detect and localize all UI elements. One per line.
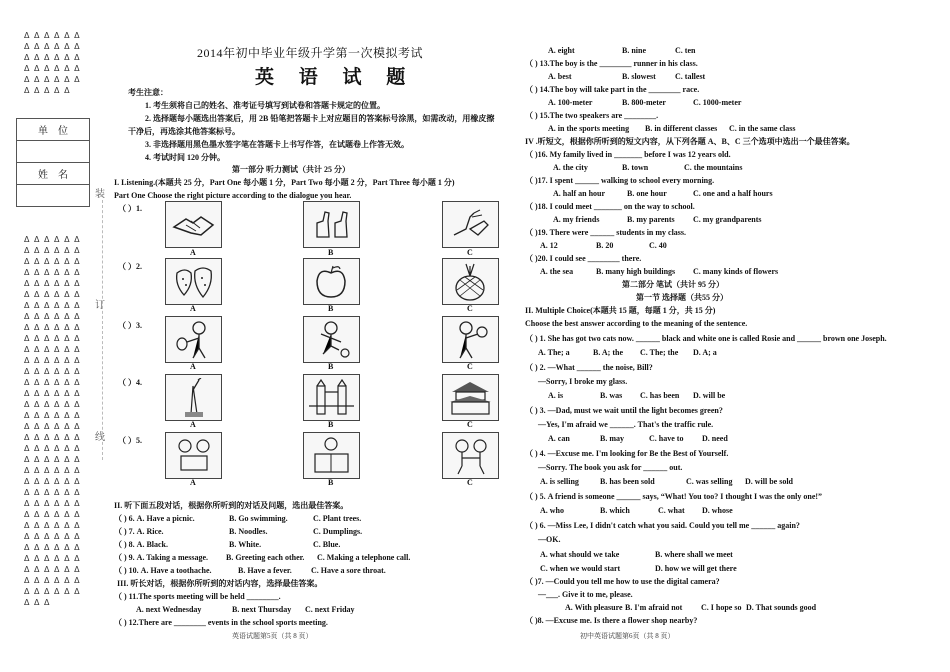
option-label: C bbox=[467, 478, 473, 487]
q12-option-b: B. nine bbox=[622, 46, 647, 55]
w2-option-b: B. was bbox=[600, 391, 623, 400]
q15-option-c: C. in the same class bbox=[729, 124, 796, 133]
q18-option-b: B. my parents bbox=[627, 215, 675, 224]
option-label: B bbox=[328, 248, 334, 257]
w3-option-d: D. need bbox=[702, 434, 728, 443]
listening-heading: I. Listening.(本题共 25 分，Part One 每小题 1 分，Part Two 每小题 2 分，Part Three 每小题 1 分) bbox=[114, 178, 455, 187]
q6-option-c: C. Plant trees. bbox=[313, 514, 362, 523]
kids-reading-icon bbox=[171, 436, 216, 476]
multiple-choice-instruction: Choose the best answer according to the meaning of the sentence. bbox=[525, 319, 748, 328]
picture-question-number: （ ）1. bbox=[118, 204, 142, 213]
w7-option-d: D. That sounds good bbox=[746, 603, 817, 612]
q10-stem: （ ) 10. A. Have a toothache. bbox=[114, 566, 212, 575]
statue-of-liberty-icon bbox=[171, 378, 216, 418]
q7-option-b: B. Noodles. bbox=[229, 527, 268, 536]
q17-option-b: B. one hour bbox=[627, 189, 667, 198]
w5-stem: （ ) 5. A friend is someone ______ says, “What! You too? I thought I was the only one!” bbox=[525, 492, 823, 501]
section-one-title: 第一节 选择题（共55 分） bbox=[636, 293, 728, 302]
q17-stem: （ )17. I spent ______ walking to school every morning. bbox=[525, 176, 715, 185]
tennis-picture bbox=[165, 316, 222, 363]
w6-response: —OK. bbox=[538, 535, 561, 544]
notice-item: 1. 考生须将自己的姓名、准考证号填写到试卷和答题卡规定的位置。 bbox=[145, 101, 385, 110]
picture-question-number: （ ）3. bbox=[118, 321, 142, 330]
w1-stem: （ ) 1. She has got two cats now. ______ black and white one is called Rosie and ______ brown one Joseph. bbox=[525, 334, 887, 343]
w8-stem: （ )8. —Excuse me. Is there a flower shop nearby? bbox=[525, 616, 698, 625]
q7-option-c: C. Dumplings. bbox=[313, 527, 363, 536]
w4-option-a: A. is selling bbox=[540, 477, 579, 486]
q13-stem: （ ) 13.The boy is the ________ runner in his class. bbox=[525, 59, 698, 68]
q12-option-c: C. ten bbox=[675, 46, 696, 55]
binding-mark-xian: 线 bbox=[95, 432, 105, 443]
w7-option-b: B. I'm afraid not bbox=[625, 603, 683, 612]
q16-option-c: C. the mountains bbox=[684, 163, 743, 172]
handshake-icon bbox=[171, 207, 216, 242]
football-player-icon bbox=[309, 320, 354, 360]
w4-option-b: B. has been sold bbox=[600, 477, 655, 486]
option-label: A bbox=[190, 420, 196, 429]
basketball-player-icon bbox=[448, 320, 493, 360]
w6-option-c: C. when we would start bbox=[540, 564, 621, 573]
q17-option-a: A. half an hour bbox=[553, 189, 606, 198]
q6-option-b: B. Go swimming. bbox=[229, 514, 288, 523]
w1-option-b: B. A; the bbox=[593, 348, 623, 357]
option-label: C bbox=[467, 362, 473, 371]
w6-option-d: D. how we will get there bbox=[655, 564, 737, 573]
w4-option-d: D. will be sold bbox=[745, 477, 794, 486]
q8-option-b: B. White. bbox=[229, 540, 262, 549]
part1-title: 第一部分 听力测试（共计 25 分） bbox=[232, 165, 350, 174]
option-label: B bbox=[328, 362, 334, 371]
option-label: A bbox=[190, 248, 196, 257]
q19-stem: （ )19. There were ______ students in my class. bbox=[525, 228, 687, 237]
notice-item: 3. 非选择题用黑色墨水签字笔在答题卡上书写作答，在试题卷上作答无效。 bbox=[145, 140, 409, 149]
option-label: B bbox=[328, 420, 334, 429]
q20-option-c: C. many kinds of flowers bbox=[693, 267, 779, 276]
subject-title: 英 语 试 题 bbox=[255, 67, 416, 88]
w6-stem: （ ) 6. —Miss Lee, I didn't catch what you said. Could you tell me ______ again? bbox=[525, 521, 800, 530]
w1-option-d: D. A; a bbox=[693, 348, 717, 357]
option-label: B bbox=[328, 478, 334, 487]
tiananmen-icon bbox=[448, 378, 493, 418]
q17-option-c: C. one and a half hours bbox=[693, 189, 773, 198]
q7-stem: （ ) 7. A. Rice. bbox=[114, 527, 164, 536]
w5-option-b: B. which bbox=[600, 506, 630, 515]
tower-bridge-icon bbox=[309, 378, 354, 418]
q11-stem: （ ) 11.The sports meeting will be held ________. bbox=[114, 592, 281, 601]
q18-option-a: A. my friends bbox=[553, 215, 600, 224]
q11-option-a: A. next Wednesday bbox=[136, 605, 202, 614]
w7-response: —___. Give it to me, please. bbox=[538, 590, 633, 599]
tiananmen-picture bbox=[442, 374, 499, 421]
option-label: C bbox=[467, 304, 473, 313]
hand-gesture-picture bbox=[442, 201, 499, 248]
notice-item: 2. 选择题每小题选出答案后，用 2B 铅笔把答题卡上对应题目的答案标号涂黑，如需改动，用橡皮擦 bbox=[145, 114, 495, 123]
q8-option-c: C. Blue. bbox=[313, 540, 341, 549]
w6-option-a: A. what should we take bbox=[540, 550, 620, 559]
strawberries-picture bbox=[165, 258, 222, 305]
apple-picture bbox=[303, 258, 360, 305]
english-book-icon bbox=[309, 436, 354, 476]
w2-response: —Sorry, I broke my glass. bbox=[538, 377, 628, 386]
w6-option-b: B. where shall we meet bbox=[655, 550, 733, 559]
w3-option-a: A. can bbox=[548, 434, 570, 443]
q9-stem: （ ) 9. A. Taking a message. bbox=[114, 553, 209, 562]
q12-option-a: A. eight bbox=[548, 46, 575, 55]
w7-stem: （ )7. —Could you tell me how to use the digital camera? bbox=[525, 577, 720, 586]
apple-icon bbox=[309, 263, 354, 301]
w2-option-d: D. will be bbox=[693, 391, 726, 400]
notice-heading: 考生注意： bbox=[128, 88, 168, 97]
q9-option-c: C. Making a telephone call. bbox=[317, 553, 411, 562]
option-label: A bbox=[190, 362, 196, 371]
q15-option-a: A. in the sports meeting bbox=[548, 124, 630, 133]
w5-option-c: C. what bbox=[658, 506, 685, 515]
candidate-info-table bbox=[16, 118, 90, 207]
q16-option-b: B. town bbox=[622, 163, 649, 172]
q14-option-b: B. 800-meter bbox=[622, 98, 666, 107]
q16-stem: （ )16. My family lived in _______ before I was 12 years old. bbox=[525, 150, 731, 159]
q13-option-b: B. slowest bbox=[622, 72, 656, 81]
page-footer-left: 英语试题第5页（共 8 页） bbox=[232, 632, 313, 640]
q16-option-a: A. the city bbox=[553, 163, 588, 172]
strawberry-icon bbox=[171, 263, 216, 301]
q20-stem: （ )20. I could see ________ there. bbox=[525, 254, 642, 263]
q20-option-a: A. the sea bbox=[540, 267, 574, 276]
w5-option-d: D. whose bbox=[702, 506, 733, 515]
w1-option-a: A. The; a bbox=[538, 348, 570, 357]
tower-bridge-picture bbox=[303, 374, 360, 421]
unit-label: 单 位 bbox=[17, 119, 90, 141]
football-picture bbox=[303, 316, 360, 363]
pineapple-picture bbox=[442, 258, 499, 305]
option-label: A bbox=[190, 478, 196, 487]
basketball-picture bbox=[442, 316, 499, 363]
picture-question-number: （ ）5. bbox=[118, 436, 142, 445]
page-footer-right: 初中英语试题第6页（共 8 页） bbox=[580, 632, 675, 640]
option-label: B bbox=[328, 304, 334, 313]
english-book-picture bbox=[303, 432, 360, 479]
section-iii-heading: III. 听长对话，根据你所听到的对话内容，选择最佳答案。 bbox=[117, 579, 323, 588]
part2-title: 第二部分 笔试（共计 95 分） bbox=[622, 280, 724, 289]
w4-stem: （ ) 4. —Excuse me. I'm looking for Be the Best of Yourself. bbox=[525, 449, 729, 458]
w7-option-c: C. I hope so bbox=[701, 603, 742, 612]
q18-option-c: C. my grandparents bbox=[693, 215, 762, 224]
triangle-border-bottom: Δ Δ Δ Δ Δ Δ Δ Δ Δ Δ Δ Δ Δ Δ Δ Δ Δ Δ Δ Δ Δ Δ Δ Δ Δ Δ Δ Δ Δ Δ Δ Δ Δ Δ Δ Δ Δ Δ Δ Δ Δ Δ Δ Δ Δ Δ Δ Δ Δ Δ Δ Δ Δ Δ Δ Δ Δ Δ Δ Δ Δ Δ Δ Δ Δ Δ Δ Δ Δ Δ Δ Δ Δ Δ Δ Δ Δ Δ Δ Δ Δ Δ Δ Δ Δ Δ Δ Δ Δ Δ Δ Δ Δ Δ Δ Δ Δ Δ Δ Δ Δ Δ Δ Δ Δ Δ Δ Δ Δ Δ Δ Δ Δ Δ Δ Δ Δ Δ Δ Δ Δ Δ Δ Δ Δ Δ Δ Δ Δ Δ Δ Δ Δ Δ Δ Δ Δ Δ Δ Δ Δ Δ Δ Δ Δ Δ Δ Δ Δ Δ Δ Δ Δ Δ Δ Δ Δ Δ Δ Δ Δ Δ Δ Δ Δ Δ Δ Δ Δ Δ Δ Δ Δ Δ Δ Δ Δ Δ Δ Δ Δ Δ Δ Δ Δ Δ Δ Δ Δ Δ Δ Δ Δ Δ Δ Δ Δ Δ Δ Δ Δ bbox=[24, 235, 81, 607]
binding-line bbox=[102, 200, 103, 460]
q15-stem: （ ) 15.The two speakers are ________. bbox=[525, 111, 659, 120]
option-label: C bbox=[467, 420, 473, 429]
kids-playing-picture bbox=[442, 432, 499, 479]
q19-option-a: A. 12 bbox=[540, 241, 558, 250]
multiple-choice-heading: II. Multiple Choice(本题共 15 题，每题 1 分，共 15 分) bbox=[525, 306, 716, 315]
notice-item: 4. 考试时间 120 分钟。 bbox=[145, 153, 225, 162]
q12-stem: （ ) 12.There are ________ events in the school sports meeting. bbox=[114, 618, 328, 627]
q20-option-b: B. many high buildings bbox=[596, 267, 676, 276]
w1-option-c: C. The; the bbox=[640, 348, 679, 357]
name-label: 姓 名 bbox=[17, 163, 90, 185]
thumbs-up-icon bbox=[309, 207, 354, 242]
picture-question-number: （ ）2. bbox=[118, 262, 142, 271]
binding-mark-ding: 订 bbox=[95, 300, 105, 311]
q10-option-c: C. Have a sore throat. bbox=[311, 566, 386, 575]
q10-option-b: B. Have a fever. bbox=[238, 566, 292, 575]
q14-option-c: C. 1000-meter bbox=[693, 98, 742, 107]
w3-option-c: C. have to bbox=[649, 434, 684, 443]
exam-title: 2014年初中毕业年级升学第一次模拟考试 bbox=[197, 46, 424, 60]
reading-picture bbox=[165, 432, 222, 479]
triangle-border-top: Δ Δ Δ Δ Δ Δ Δ Δ Δ Δ Δ Δ Δ Δ Δ Δ Δ Δ Δ Δ Δ Δ Δ Δ Δ Δ Δ Δ Δ Δ Δ Δ Δ Δ Δ bbox=[24, 31, 81, 95]
w3-response: —Yes, I'm afraid we ______. That's the traffic rule. bbox=[538, 420, 714, 429]
handshake-picture bbox=[165, 201, 222, 248]
q14-stem: （ ) 14.The boy will take part in the ________ race. bbox=[525, 85, 700, 94]
w3-stem: （ ) 3. —Dad, must we wait until the light becomes green? bbox=[525, 406, 723, 415]
q11-option-b: B. next Thursday bbox=[232, 605, 292, 614]
option-label: C bbox=[467, 248, 473, 257]
section-ii-heading: II. 听下面五段对话，根据你所听到的对话及问题，选出最佳答案。 bbox=[114, 501, 349, 510]
w5-option-a: A. who bbox=[540, 506, 565, 515]
w2-stem: （ ) 2. —What ______ the noise, Bill? bbox=[525, 363, 653, 372]
q14-option-a: A. 100-meter bbox=[548, 98, 593, 107]
q19-option-c: C. 40 bbox=[649, 241, 667, 250]
q18-stem: （ )18. I could meet _______ on the way to school. bbox=[525, 202, 695, 211]
q13-option-a: A. best bbox=[548, 72, 572, 81]
kids-playing-icon bbox=[448, 436, 493, 476]
q6-stem: （ ) 6. A. Have a picnic. bbox=[114, 514, 195, 523]
w3-option-b: B. may bbox=[600, 434, 624, 443]
unit-blank bbox=[17, 141, 90, 163]
w2-option-c: C. has been bbox=[640, 391, 680, 400]
pineapple-icon bbox=[448, 262, 493, 302]
q13-option-c: C. tallest bbox=[675, 72, 706, 81]
q9-option-b: B. Greeting each other. bbox=[226, 553, 305, 562]
binding-mark-zhuang: 装 bbox=[95, 189, 105, 200]
w4-response: —Sorry. The book you ask for ______ out. bbox=[538, 463, 683, 472]
w2-option-a: A. is bbox=[548, 391, 564, 400]
option-label: A bbox=[190, 304, 196, 313]
part-one-heading: Part One Choose the right picture according to the dialogue you hear. bbox=[114, 191, 352, 200]
notice-item: 干净后，再选涂其他答案标号。 bbox=[128, 127, 240, 136]
q19-option-b: B. 20 bbox=[596, 241, 614, 250]
hand-gesture-icon bbox=[448, 207, 493, 242]
q11-option-c: C. next Friday bbox=[305, 605, 355, 614]
section-iv-heading: IV .听短文，根据你所听到的短文内容，从下列各题 A、B、C 三个选项中选出一个最佳答案。 bbox=[525, 137, 855, 146]
statue-of-liberty-picture bbox=[165, 374, 222, 421]
name-blank bbox=[17, 185, 90, 207]
w4-option-c: C. was selling bbox=[686, 477, 733, 486]
w7-option-a: A. With pleasure bbox=[565, 603, 623, 612]
thumbs-up-picture bbox=[303, 201, 360, 248]
q8-stem: （ ) 8. A. Black. bbox=[114, 540, 168, 549]
picture-question-number: （ ）4. bbox=[118, 378, 142, 387]
q15-option-b: B. in different classes bbox=[645, 124, 718, 133]
tennis-player-icon bbox=[171, 320, 216, 360]
